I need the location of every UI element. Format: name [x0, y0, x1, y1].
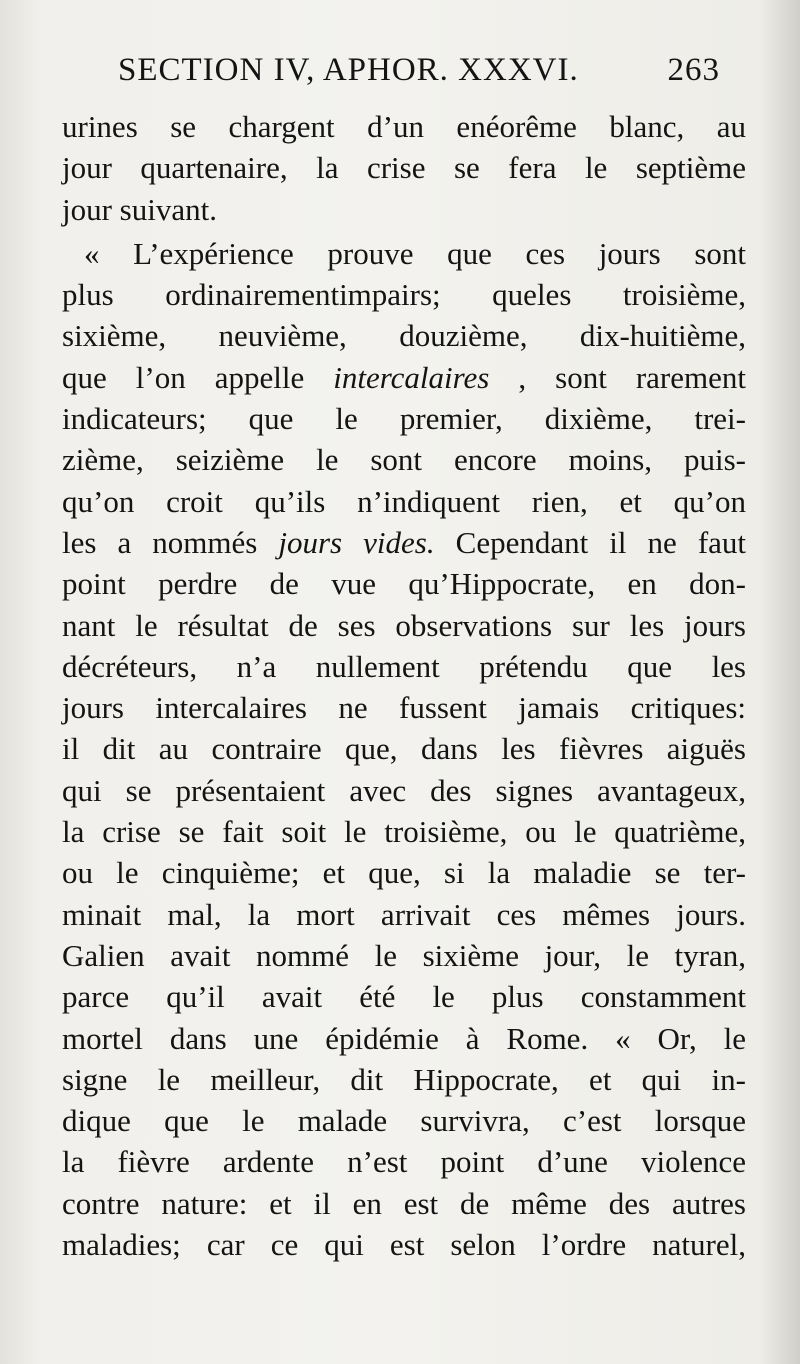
- running-title: SECTION IV, APHOR. XXXVI.: [118, 52, 579, 88]
- text-line: nant le résultat de ses observations sur les jours: [62, 607, 746, 643]
- text-line: dique que le malade survivra, c’est lorsque: [62, 1103, 746, 1139]
- page-number: 263: [667, 52, 720, 88]
- text-line: maladies; car ce qui est selon l’ordre naturel,: [62, 1227, 746, 1263]
- text-line: qui se présentaient avec des signes avantageux,: [62, 772, 746, 808]
- italic-term: jours vides.: [278, 524, 435, 560]
- text-line: mortel dans une épidémie à Rome. « Or, le: [62, 1020, 746, 1056]
- text-line: il dit au contraire que, dans les fièvres aiguës: [62, 731, 746, 767]
- text-line: zième, seizième le sont encore moins, puis-: [62, 442, 746, 478]
- text-line: qu’on croit qu’ils n’indiquent rien, et qu’on: [62, 483, 746, 519]
- text-line: jour suivant.: [62, 191, 217, 227]
- text-line: jour quartenaire, la crise se fera le septième: [62, 150, 746, 186]
- text-line: indicateurs; que le premier, dixième, trei-: [62, 401, 746, 437]
- text-line: point perdre de vue qu’Hippocrate, en don-: [62, 566, 746, 602]
- text-line: ou le cinquième; et que, si la maladie se ter-: [62, 855, 746, 891]
- text-line: contre nature: et il en est de même des autres: [62, 1185, 746, 1221]
- text-line: minait mal, la mort arrivait ces mêmes jours.: [62, 896, 746, 932]
- text-line: signe le meilleur, dit Hippocrate, et qui in-: [62, 1061, 746, 1097]
- text-line: Galien avait nommé le sixième jour, le tyran,: [62, 937, 746, 973]
- text-line: [62, 522, 746, 563]
- text-line: jours intercalaires ne fussent jamais critiques:: [62, 690, 746, 726]
- text-line: la crise se fait soit le troisième, ou le quatrième,: [62, 814, 746, 850]
- text-line: plus ordinairementimpairs; queles troisième,: [62, 277, 746, 313]
- running-header: [118, 52, 718, 100]
- text-segment: , sont rarement: [518, 359, 746, 395]
- text-segment: Cependant il ne faut: [434, 524, 747, 560]
- text-line: la fièvre ardente n’est point d’une violence: [62, 1144, 746, 1180]
- text-line: [62, 357, 746, 398]
- text-line: parce qu’il avait été le plus constamment: [62, 979, 746, 1015]
- text-segment: que l’on appelle: [62, 359, 305, 395]
- italic-term: intercalaires: [333, 359, 490, 395]
- text-line: « L’expérience prouve que ces jours sont: [84, 235, 746, 271]
- text-line: sixième, neuvième, douzième, dix-huitième,: [62, 318, 746, 354]
- text-line: urines se chargent d’un enéorême blanc, au: [62, 109, 746, 144]
- text-segment: les a nommés: [62, 524, 258, 560]
- text-line: décréteurs, n’a nullement prétendu que les: [62, 648, 746, 684]
- body-text: [62, 106, 746, 1265]
